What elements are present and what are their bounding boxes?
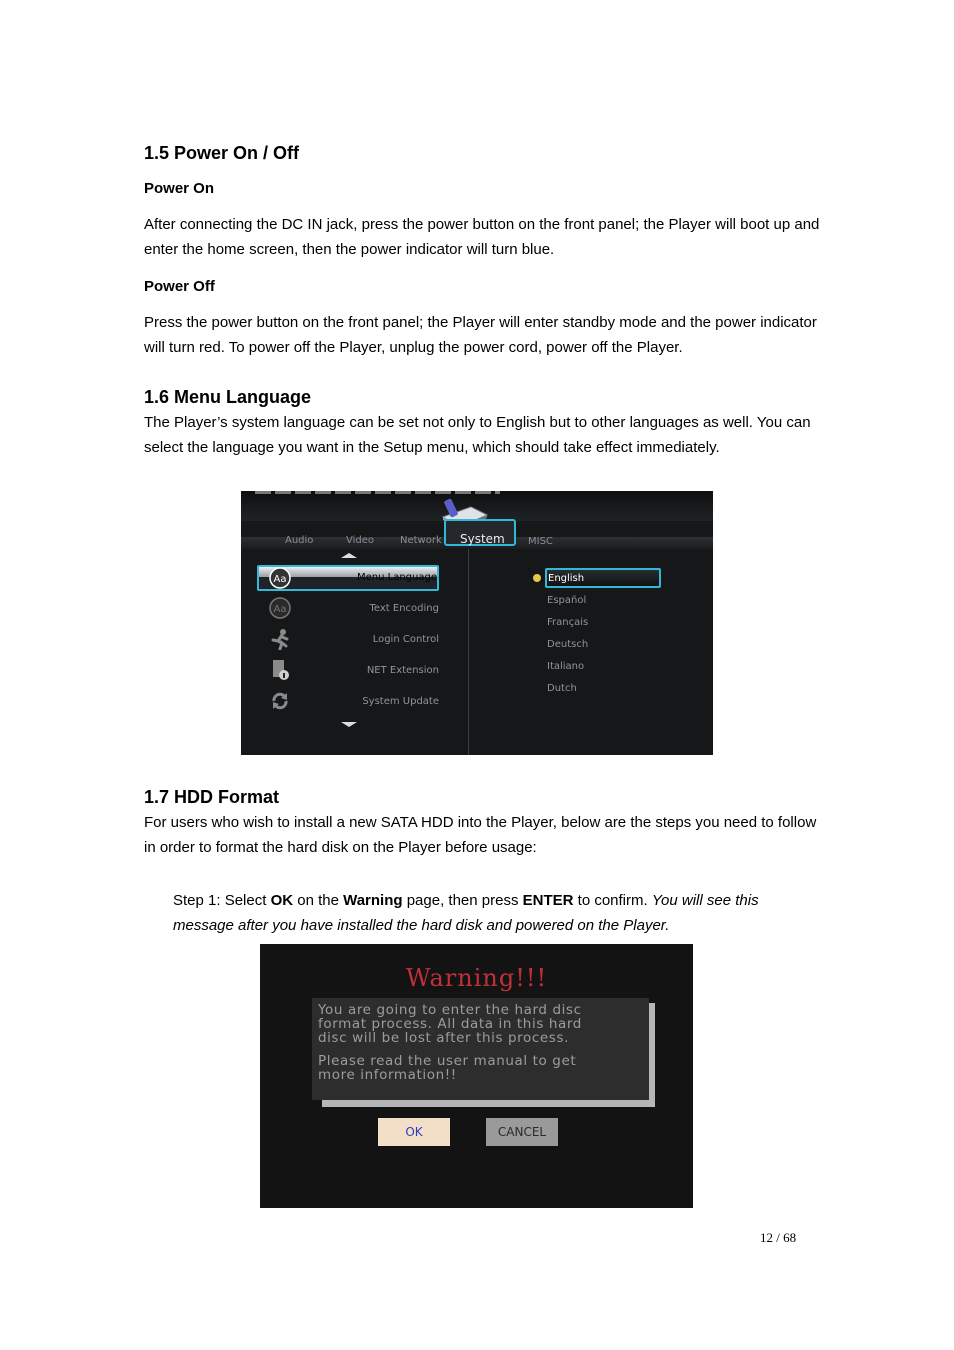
menu-item-net-extension[interactable] — [257, 658, 439, 684]
setup-menu-screenshot — [241, 491, 713, 755]
tab-audio[interactable]: Audio — [285, 535, 314, 546]
menu-item-login-control[interactable] — [257, 627, 439, 653]
aa-icon — [269, 567, 291, 589]
tab-network[interactable]: Network — [400, 535, 442, 546]
menu-item-label: Text Encoding — [369, 603, 439, 614]
warning-message-line: Please read the user manual to get — [318, 1053, 577, 1069]
step-text: Step 1: Select — [173, 892, 271, 909]
tab-video[interactable]: Video — [346, 535, 375, 546]
warning-title: Warning!!! — [405, 964, 548, 992]
power-off-heading: Power Off — [144, 278, 215, 295]
step-text: to confirm. — [573, 892, 652, 909]
section-title-menu-language: 1.6 Menu Language — [144, 387, 312, 407]
step-keyword-warning: Warning — [343, 892, 403, 909]
cancel-button[interactable]: CANCEL — [486, 1118, 558, 1146]
tab-misc[interactable]: MISC — [528, 536, 553, 547]
language-option-dutch[interactable]: Dutch — [547, 683, 577, 694]
power-off-text: Press the power button on the front panel; the Player will enter standby mode and the power indicator will turn red. To power off the Player, unplug the power cord, power off the Player. — [144, 314, 817, 356]
menu-language-text: The Player’s system language can be set not only to English but to other languages as well. You can select the language you want in the Setup menu, which should take effect immediately. — [144, 414, 811, 456]
warning-message-line: more information!! — [318, 1067, 457, 1083]
tab-system-label: System — [460, 532, 505, 546]
svg-text:Aa: Aa — [273, 604, 287, 615]
step-keyword-enter: ENTER — [522, 892, 574, 909]
page-number: 12 / 68 — [760, 1230, 797, 1245]
language-label: English — [548, 573, 585, 584]
warning-message-line: format process. All data in this hard — [318, 1016, 582, 1032]
tab-system[interactable] — [444, 519, 516, 546]
warning-message-line: You are going to enter the hard disc — [318, 1002, 582, 1018]
warning-dialog-screenshot — [260, 944, 693, 1208]
menu-item-label: Menu Language — [357, 572, 437, 583]
menu-item-label: Login Control — [372, 634, 439, 645]
file-info-icon — [269, 659, 291, 681]
hdd-format-text: For users who wish to install a new SATA HDD into the Player, below are the steps you need to follow in order to format the hard disk on the Player before usage: — [144, 814, 817, 856]
step-1-text — [173, 888, 823, 938]
language-option-deutsch[interactable]: Deutsch — [547, 639, 589, 650]
language-option-italiano[interactable]: Italiano — [547, 661, 585, 672]
step-italic-note: You will see this message after you have installed the hard disk and powered on the Player. — [173, 892, 759, 934]
language-option-francais[interactable]: Français — [547, 617, 589, 628]
svg-text:Aa: Aa — [273, 574, 287, 585]
warning-message-box — [312, 998, 649, 1100]
scroll-up-icon[interactable] — [341, 553, 357, 558]
menu-item-menu-language[interactable] — [257, 565, 439, 591]
refresh-icon — [269, 690, 291, 712]
ok-button[interactable]: OK — [378, 1118, 450, 1146]
running-man-icon — [269, 628, 291, 650]
menu-item-label: NET Extension — [366, 665, 439, 676]
step-keyword-ok: OK — [270, 892, 294, 909]
section-title-power: 1.5 Power On / Off — [144, 143, 300, 163]
aa-icon — [269, 597, 291, 619]
scroll-down-icon[interactable] — [341, 722, 357, 727]
language-option-espanol[interactable]: Español — [547, 595, 587, 606]
section-title-hdd-format: 1.7 HDD Format — [144, 787, 280, 807]
power-on-heading: Power On — [144, 180, 215, 197]
step-text: on the — [293, 892, 344, 909]
step-text: page, then press — [402, 892, 523, 909]
menu-item-label: System Update — [362, 696, 439, 707]
menu-item-text-encoding[interactable] — [257, 596, 439, 622]
warning-message-line: disc will be lost after this process. — [318, 1030, 569, 1046]
selected-radio-icon — [533, 574, 541, 582]
power-on-text: After connecting the DC IN jack, press the power button on the front panel; the Player will boot up and enter the home screen, then the power indicator will turn blue. — [144, 216, 820, 258]
language-option-english[interactable] — [545, 568, 661, 588]
menu-item-system-update[interactable] — [257, 689, 439, 715]
